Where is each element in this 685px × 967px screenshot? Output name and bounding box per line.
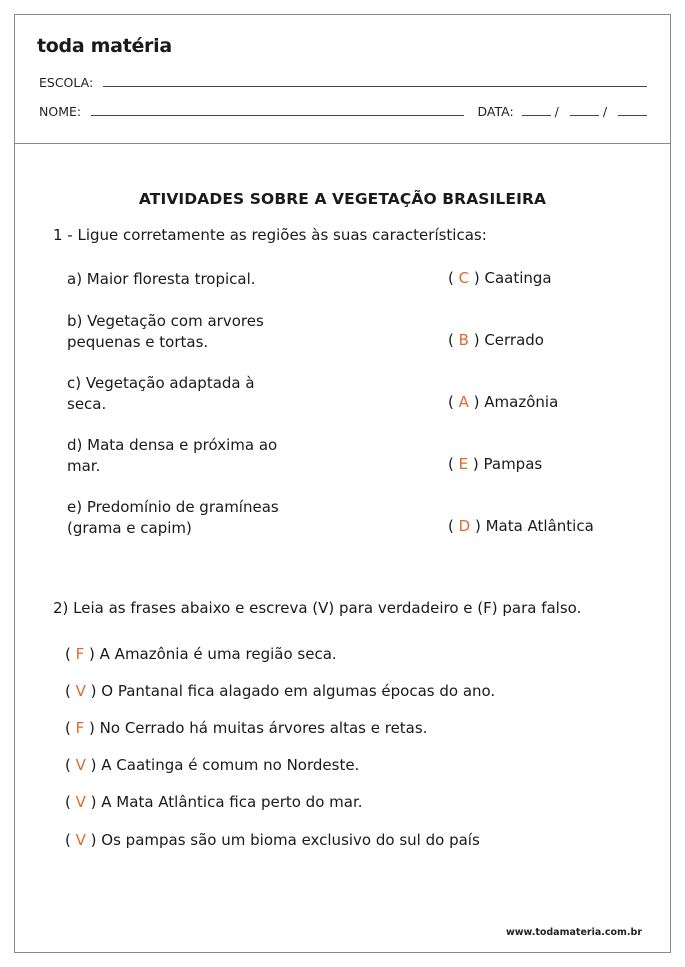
q2-statement-5: ( V ) A Mata Atlântica fica perto do mar. [65,793,363,811]
q1-characteristic-b [67,311,327,352]
q2-statement-6: ( V ) Os pampas são um bioma exclusivo do sul do país [65,831,480,849]
q1-region-caatinga: ( C ) Caatinga [448,269,552,287]
statement-text: A Amazônia é uma região seca. [99,645,337,663]
q1-region-pampas: ( E ) Pampas [448,455,543,473]
name-date-row [39,104,647,119]
answer-letter: V [75,756,86,774]
answer-letter: C [458,269,470,287]
answer-letter: F [75,645,85,663]
characteristic-line: (grama e capim) [67,518,192,537]
date-year-line [618,115,647,116]
statement-text: No Cerrado há muitas árvores altas e retas. [99,719,428,737]
worksheet-header [15,15,670,144]
q2-statement-2: ( V ) O Pantanal fica alagado em algumas épocas do ano. [65,682,496,700]
characteristic-line: pequenas e tortas. [67,332,209,351]
q2-statement-4: ( V ) A Caatinga é comum no Nordeste. [65,756,360,774]
date-month-line [570,115,599,116]
statement-text: O Pantanal fica alagado em algumas épocas do ano. [101,682,496,700]
region-label: Caatinga [484,269,552,287]
question-1-heading: 1 - Ligue corretamente as regiões às suas características: [53,226,487,244]
worksheet [14,14,671,953]
region-label: Pampas [483,455,543,473]
school-label: ESCOLA: [39,75,94,90]
region-label: Amazônia [484,393,559,411]
answer-letter: A [458,393,469,411]
worksheet-title: ATIVIDADES SOBRE A VEGETAÇÃO BRASILEIRA [138,190,547,208]
region-label: Mata Atlântica [485,517,594,535]
school-line [103,86,647,87]
q1-characteristic-e [67,497,327,538]
q1-region-amazonia: ( A ) Amazônia [448,393,559,411]
logo: toda matéria [37,35,172,57]
answer-letter: V [75,831,86,849]
q1-characteristic-a [67,269,327,290]
answer-letter: B [458,331,469,349]
characteristic-line: b) Vegetação com arvores [67,312,264,330]
characteristic-line: a) Maior floresta tropical. [67,270,256,288]
answer-letter: V [75,682,86,700]
name-line [91,115,463,116]
q1-characteristic-c [67,373,327,414]
statement-text: Os pampas são um bioma exclusivo do sul do país [101,831,480,849]
characteristic-line: d) Mata densa e próxima ao [67,436,278,454]
footer-url: www.todamateria.com.br [505,927,642,938]
characteristic-line: e) Predomínio de gramíneas [67,498,279,516]
answer-letter: V [75,793,86,811]
characteristic-line: c) Vegetação adaptada à [67,374,255,392]
statement-text: A Caatinga é comum no Nordeste. [101,756,360,774]
name-label: NOME: [39,104,82,119]
answer-letter: D [458,517,471,535]
question-2-heading: 2) Leia as frases abaixo e escreva (V) para verdadeiro e (F) para falso. [53,599,582,617]
date-day-line [522,115,551,116]
characteristic-line: seca. [67,394,107,413]
school-field [39,75,647,90]
q1-region-cerrado: ( B ) Cerrado [448,331,544,349]
date-separator: / [554,104,559,119]
date-separator: / [602,104,608,119]
q1-region-mata-atlantica: ( D ) Mata Atlântica [448,517,594,535]
q2-statement-1: ( F ) A Amazônia é uma região seca. [65,645,337,663]
date-label: DATA: [477,104,514,119]
answer-letter: F [75,719,85,737]
characteristic-line: mar. [67,456,101,475]
q1-characteristic-d [67,435,327,476]
answer-letter: E [458,455,469,473]
statement-text: A Mata Atlântica fica perto do mar. [101,793,363,811]
q2-statement-3: ( F ) No Cerrado há muitas árvores altas e retas. [65,719,428,737]
region-label: Cerrado [484,331,544,349]
